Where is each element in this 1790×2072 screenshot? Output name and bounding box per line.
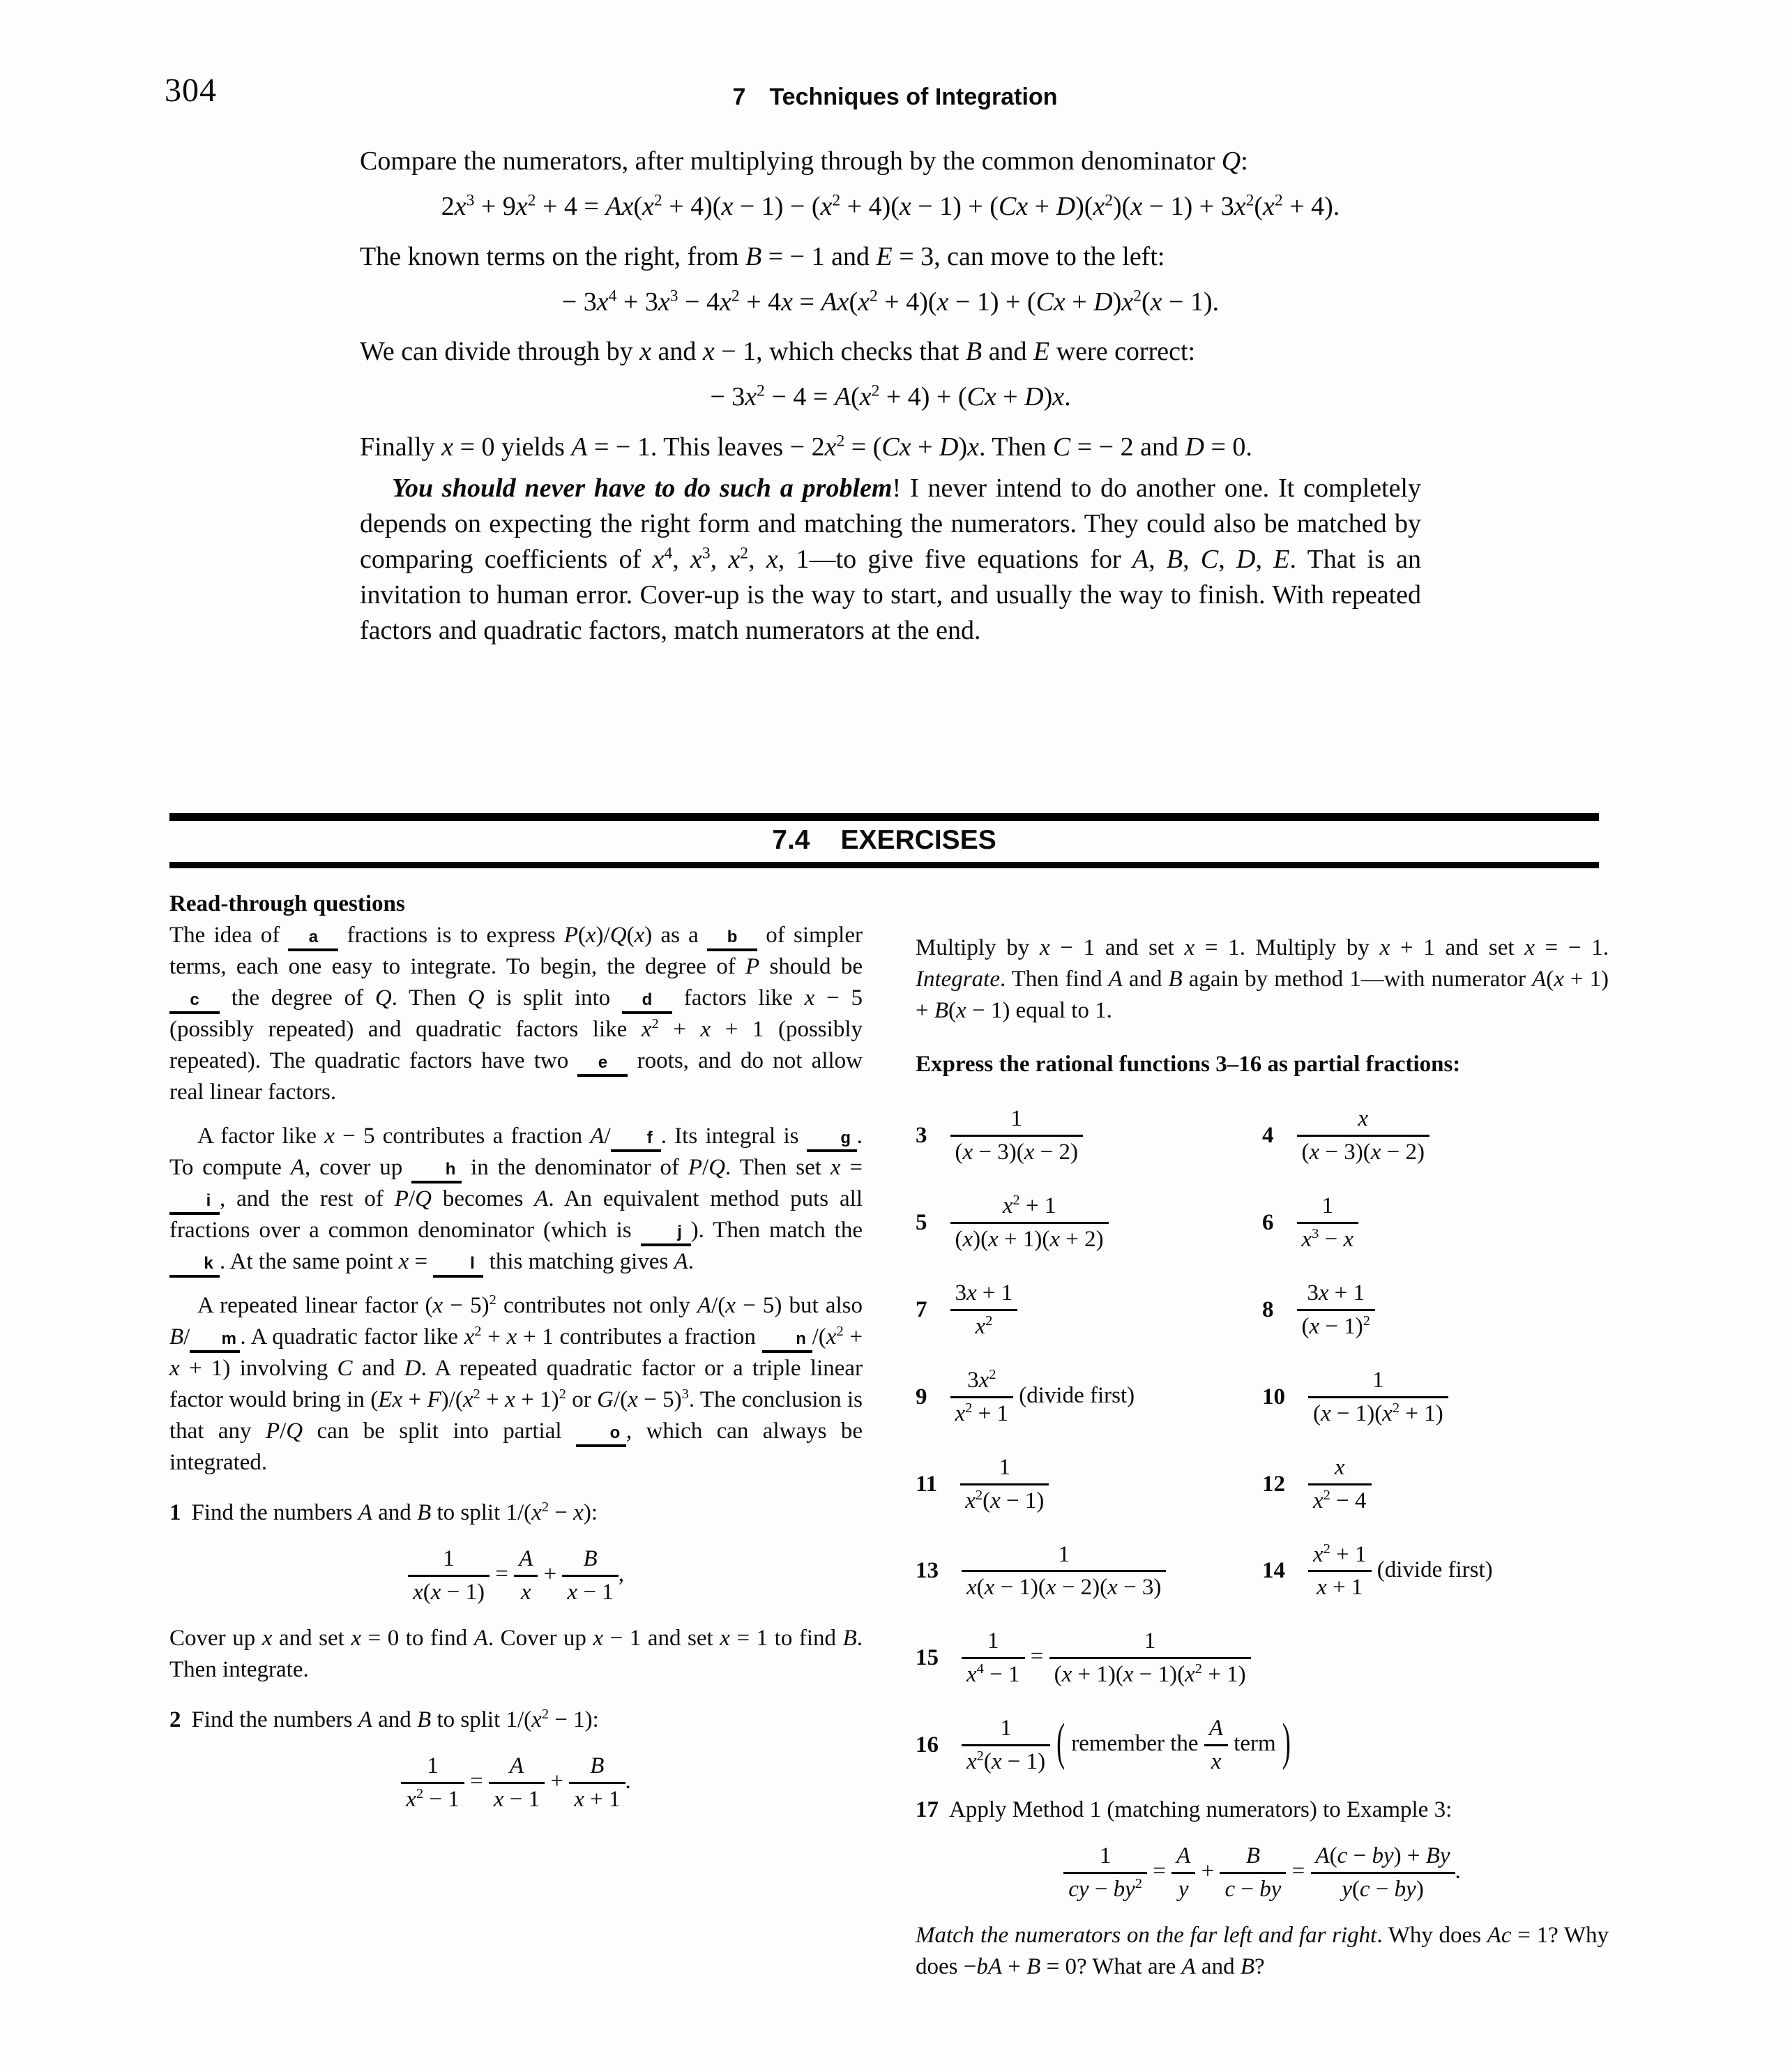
fraction: $\frac{B}{x + 1}$ bbox=[569, 1753, 625, 1813]
big-paren: ) bbox=[1282, 1713, 1291, 1771]
fraction: $\frac{x^2 + 1}{(x)(x + 1)(x + 2)}$ bbox=[950, 1193, 1109, 1253]
problem-expression bbox=[1308, 1454, 1372, 1515]
chapter-header bbox=[0, 84, 1790, 111]
blank-m: m bbox=[190, 1331, 240, 1353]
problem-expression bbox=[1297, 1105, 1430, 1166]
problem-1 bbox=[169, 1497, 863, 1529]
problem-expression bbox=[962, 1541, 1166, 1602]
read-through-para-a: The idea of a fractions is to express P(x)/Q(x) as a b of simpler terms, each one easy to integrate. To begin, the degree of P should be c the degree of Q. Then Q is split into d factors like x − 5 (possibly repeated) and quadratic factors like $x^2 + x + 1$ (possibly repeated). The quadratic factors have two e roots, and do not allow real linear factors. bbox=[169, 923, 863, 1105]
problem-number: 4 bbox=[1262, 1122, 1274, 1148]
problem-number: 11 bbox=[916, 1471, 938, 1497]
fraction: $\frac{A(c - by) + By}{y(c - by)}$ bbox=[1311, 1843, 1455, 1903]
fraction: $\frac{1}{cy - by^2}$ bbox=[1063, 1843, 1147, 1903]
problem-number: 6 bbox=[1262, 1209, 1274, 1235]
problem-number: 16 bbox=[916, 1732, 939, 1758]
problem-item-12 bbox=[1262, 1454, 1609, 1515]
problem-1-equation: $\frac{1}{x(x - 1)}$ = $\frac{A}{x}$ + $\frac{B}{x - 1}$ , bbox=[169, 1545, 863, 1606]
display-equation-1: $2x^3 + 9x^2 + 4 = Ax(x^2 + 4)(x - 1) - (x^2 + 4)(x - 1) + (Cx + D)(x^2)(x - 1) + 3x^2(x^2 + 4)$. bbox=[441, 191, 1340, 221]
problem-expression bbox=[950, 1193, 1109, 1253]
blank-f: f bbox=[611, 1130, 661, 1152]
blank-b: b bbox=[707, 929, 757, 951]
fraction: $\frac{1}{x^2(x - 1)}$ bbox=[962, 1715, 1050, 1776]
blank-e: e bbox=[577, 1054, 628, 1077]
fraction: $\frac{3x^2}{x^2 + 1}$ bbox=[950, 1367, 1014, 1428]
problem-number: 3 bbox=[916, 1122, 927, 1148]
left-column bbox=[169, 888, 863, 1983]
method1-continuation: Multiply by x − 1 and set x = 1. Multiply by x + 1 and set x = − 1. Integrate. Then find A and B again by method 1—with numerator A(x + 1) + B(x − 1) equal to 1. bbox=[916, 935, 1609, 1023]
problem-item-3 bbox=[916, 1105, 1262, 1166]
intro-paragraph-3: We can divide through by x and x − 1, which checks that B and E were correct: bbox=[360, 337, 1196, 366]
problem-2-text: Find the numbers A and B to split $1/(x^2 - 1)$: bbox=[191, 1706, 599, 1732]
problem-expression bbox=[950, 1105, 1084, 1166]
big-paren: ( bbox=[1056, 1713, 1065, 1771]
problem-number: 13 bbox=[916, 1558, 939, 1584]
blank-h: h bbox=[411, 1161, 462, 1184]
problem-item-14 bbox=[1262, 1541, 1609, 1602]
problem-expression bbox=[1308, 1367, 1448, 1428]
fraction: $\frac{x^2 + 1}{x + 1}$ bbox=[1308, 1541, 1372, 1602]
blank-d: d bbox=[622, 992, 672, 1014]
problem-2-equation: $\frac{1}{x^2 - 1}$ = $\frac{A}{x - 1}$ + $\frac{B}{x + 1}$ . bbox=[169, 1753, 863, 1813]
problem-expression: $\frac{1}{x^2(x - 1)}$ ( remember the $\frac{A}{x}$ term ) bbox=[962, 1715, 1297, 1776]
problem-item-9 bbox=[916, 1367, 1262, 1428]
right-column bbox=[916, 888, 1609, 1983]
fraction: $\frac{1}{x(x - 1)(x - 2)(x - 3)}$ bbox=[962, 1541, 1166, 1602]
blank-a: a bbox=[288, 929, 338, 951]
fraction: $\frac{B}{c - by}$ bbox=[1220, 1843, 1286, 1903]
problem-number: 15 bbox=[916, 1645, 939, 1671]
problem-item-7 bbox=[916, 1280, 1262, 1340]
problem-expression: $\frac{x^2 + 1}{x + 1}$ (divide first) bbox=[1308, 1541, 1493, 1602]
fraction: $\frac{1}{x^4 - 1}$ bbox=[962, 1628, 1025, 1688]
blank-c: c bbox=[169, 992, 220, 1014]
fraction: $\frac{1}{(x + 1)(x - 1)(x^2 + 1)}$ bbox=[1049, 1628, 1251, 1688]
fraction: $\frac{1}{x(x - 1)}$ bbox=[408, 1545, 490, 1606]
intro-paragraph-2: The known terms on the right, from B = − 1 and E = 3, can move to the left: bbox=[360, 241, 1165, 271]
fraction: $\frac{A}{y}$ bbox=[1171, 1843, 1195, 1903]
fraction: $\frac{x}{x^2 - 4}$ bbox=[1308, 1454, 1372, 1515]
chapter-title: Techniques of Integration bbox=[769, 84, 1058, 110]
page-number: 304 bbox=[165, 72, 217, 109]
problem-item-5 bbox=[916, 1193, 1262, 1253]
exercises-columns bbox=[169, 888, 1609, 1983]
problem-item-10 bbox=[1262, 1367, 1609, 1428]
problem-item-11 bbox=[916, 1454, 1262, 1515]
blank-k: k bbox=[169, 1255, 220, 1278]
blank-o: o bbox=[576, 1425, 626, 1447]
fraction: $\frac{1}{x^3 - x}$ bbox=[1297, 1193, 1359, 1253]
section-label: EXERCISES bbox=[840, 825, 996, 855]
problem-number: 1 bbox=[169, 1500, 181, 1525]
problem-expression bbox=[950, 1280, 1018, 1340]
problem-number: 9 bbox=[916, 1384, 927, 1409]
display-equation-3: − $3x^2 - 4 = A(x^2 + 4) + (Cx + D)x$. bbox=[710, 381, 1071, 411]
problem-17-text: Apply Method 1 (matching numerators) to Example 3: bbox=[949, 1797, 1453, 1823]
problem-expression bbox=[1297, 1280, 1375, 1340]
express-instruction: Express the rational functions 3–16 as partial fractions: bbox=[916, 1052, 1461, 1077]
problem-item-8 bbox=[1262, 1280, 1609, 1340]
problem-17-equation: $\frac{1}{cy - by^2}$ = $\frac{A}{y}$ + $\frac{B}{c - by}$ = $\frac{A(c - by) + By}{y(c - by)}$ . bbox=[916, 1843, 1609, 1903]
read-through-para-m: A repeated linear factor $(x - 5)^2$ contributes not only A/(x − 5) but also B/ m . A quadratic factor like $x^2 + x + 1$ contributes a fraction n $/(x^2 + x + 1)$ involving C and D. A repeated quadratic factor or a triple linear factor would bring in $(Ex + F)/(x^2 + x + 1)^2$ or $G/(x - 5)^3$. The conclusion is that any P/Q can be split into partial o , which can always be integrated. bbox=[169, 1292, 863, 1475]
problem-17 bbox=[916, 1794, 1609, 1826]
problems-grid bbox=[916, 1105, 1609, 1776]
problem-number: 2 bbox=[169, 1707, 181, 1732]
fraction: $\frac{1}{x^2(x - 1)}$ bbox=[960, 1454, 1049, 1515]
problem-1-text: Find the numbers A and B to split $1/(x^2 - x)$: bbox=[191, 1499, 598, 1525]
chapter-number: 7 bbox=[732, 84, 746, 110]
blank-n: n bbox=[762, 1331, 812, 1353]
problem-expression: $\frac{3x^2}{x^2 + 1}$ (divide first) bbox=[950, 1367, 1135, 1428]
problem-17-followup: Match the numerators on the far left and far right. Why does Ac = 1? Why does −bA + B = 0? What are A and B? bbox=[916, 1923, 1609, 1980]
problem-number: 12 bbox=[1262, 1471, 1285, 1497]
problem-item-13 bbox=[916, 1541, 1262, 1602]
intro-paragraph-4: Finally x = 0 yields A = − 1. This leaves − $2x^2 = (Cx + D)x$. Then C = − 2 and D = 0. bbox=[360, 431, 1252, 462]
fraction: $\frac{3x + 1}{x^2}$ bbox=[950, 1280, 1018, 1340]
problem-expression bbox=[1297, 1193, 1359, 1253]
display-equation-2: − $3x^4 + 3x^3 - 4x^2 + 4x = Ax(x^2 + 4)(x - 1) + (Cx + D)x^2(x - 1)$. bbox=[561, 286, 1220, 317]
read-through-heading: Read-through questions bbox=[169, 891, 405, 916]
blank-l: l bbox=[433, 1255, 483, 1278]
problem-item-16 bbox=[916, 1715, 1609, 1776]
fraction: $\frac{3x + 1}{(x - 1)^2}$ bbox=[1297, 1280, 1375, 1340]
problem-expression: $\frac{1}{x^4 - 1}$ = $\frac{1}{(x + 1)(x - 1)(x^2 + 1)}$ bbox=[962, 1628, 1251, 1688]
problem-number: 10 bbox=[1262, 1384, 1285, 1409]
fraction: $\frac{A}{x}$ bbox=[514, 1545, 538, 1606]
fraction: $\frac{1}{x^2 - 1}$ bbox=[401, 1753, 464, 1813]
fraction: $\frac{x}{(x - 3)(x - 2)}$ bbox=[1297, 1105, 1430, 1166]
fraction: $\frac{A}{x - 1}$ bbox=[489, 1753, 545, 1813]
blank-j: j bbox=[641, 1224, 691, 1246]
problem-expression bbox=[960, 1454, 1049, 1515]
section-header-exercises bbox=[169, 813, 1599, 868]
intro-paragraph-1: Compare the numerators, after multiplying through by the common denominator Q: bbox=[360, 146, 1248, 176]
fraction: $\frac{A}{x}$ bbox=[1204, 1715, 1228, 1776]
blank-i: i bbox=[169, 1193, 220, 1215]
fraction: $\frac{1}{(x - 3)(x - 2)}$ bbox=[950, 1105, 1084, 1166]
intro-section bbox=[360, 144, 1421, 654]
problem-1-followup: Cover up x and set x = 0 to find A. Cover up x − 1 and set x = 1 to find B. Then integrate. bbox=[169, 1625, 863, 1682]
problem-number: 7 bbox=[916, 1296, 927, 1322]
read-through-para-f: A factor like x − 5 contributes a fraction A/ f . Its integral is g . To compute A, cover up h in the denominator of P/Q. Then set x = i , and the rest of P/Q becomes A. An equivalent method puts all fractions over a common denominator (which is j ). Then match the k . At the same point x = l this matching gives A. bbox=[169, 1121, 863, 1278]
problem-number: 17 bbox=[916, 1797, 939, 1823]
problem-number: 5 bbox=[916, 1209, 927, 1235]
intro-paragraph-5: You should never have to do such a problem! I never intend to do another one. It completely depends on expecting the right form and matching the numerators. They could also be matched by comparing coefficients of $x^4$, $x^3$, $x^2$, x, 1—to give five equations for A, B, C, D, E. That is an invitation to human error. Cover-up is the way to start, and usually the way to finish. With repeated factors and quadratic factors, match numerators at the end. bbox=[360, 473, 1421, 645]
section-number: 7.4 bbox=[772, 825, 810, 855]
problem-number: 14 bbox=[1262, 1558, 1285, 1584]
problem-number: 8 bbox=[1262, 1296, 1274, 1322]
fraction: $\frac{B}{x - 1}$ bbox=[562, 1545, 618, 1606]
fraction: $\frac{1}{(x - 1)(x^2 + 1)}$ bbox=[1308, 1367, 1448, 1428]
problem-item-15 bbox=[916, 1628, 1609, 1688]
problem-item-6 bbox=[1262, 1193, 1609, 1253]
blank-g: g bbox=[807, 1130, 857, 1152]
problem-item-4 bbox=[1262, 1105, 1609, 1166]
problem-2 bbox=[169, 1704, 863, 1736]
